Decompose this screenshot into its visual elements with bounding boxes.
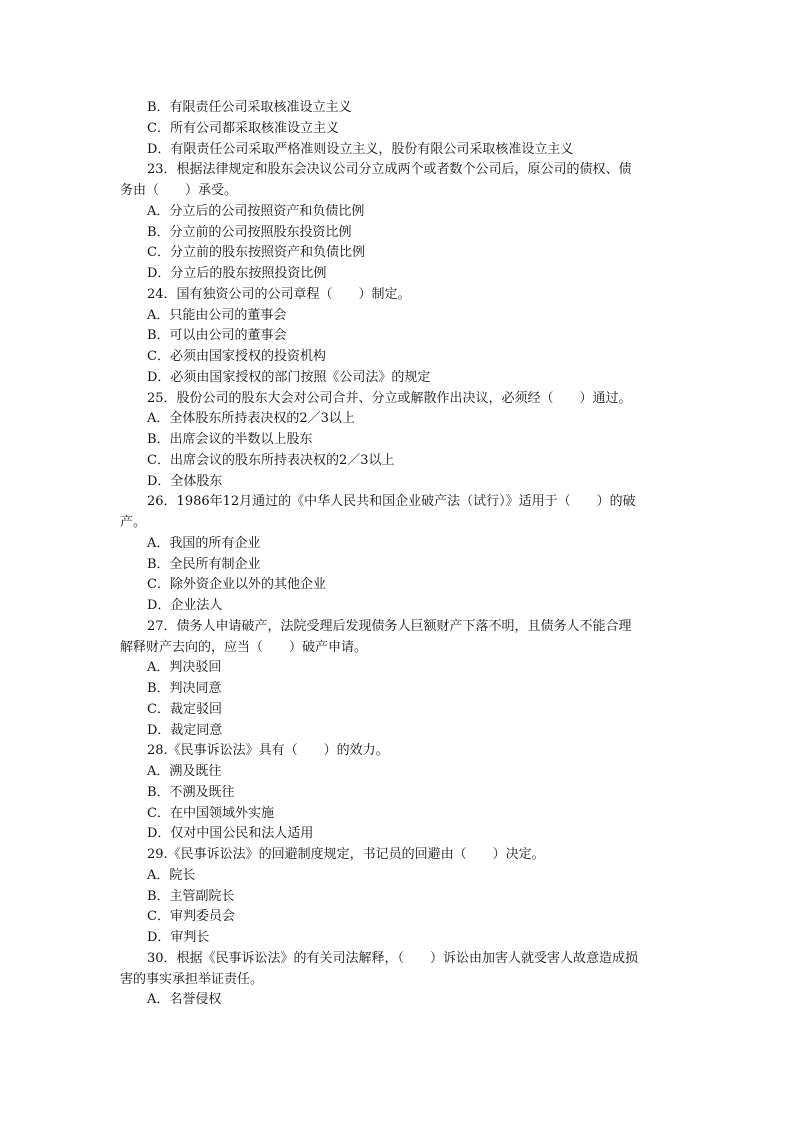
answer-option: B．可以由公司的董事会 bbox=[147, 328, 287, 344]
answer-option: B．不溯及既往 bbox=[147, 784, 235, 800]
answer-option: C．审判委员会 bbox=[147, 909, 235, 925]
answer-option: C．除外资企业以外的其他企业 bbox=[147, 577, 326, 593]
question-text: 28.《民事诉讼法》具有（ ）的效力。 bbox=[147, 743, 389, 759]
answer-option: D．有限责任公司采取严格准则设立主义，股份有限公司采取核准设立主义 bbox=[147, 141, 574, 157]
answer-option: B．有限责任公司采取核准设立主义 bbox=[147, 100, 352, 115]
answer-option: C．出席会议的股东所持表决权的2／3以上 bbox=[147, 452, 395, 468]
answer-option: A．院长 bbox=[147, 867, 196, 883]
answer-option: B．出席会议的半数以上股东 bbox=[147, 432, 313, 447]
answer-option: C．分立前的股东按照资产和负债比例 bbox=[147, 245, 365, 261]
answer-option: A．判决驳回 bbox=[147, 660, 222, 676]
answer-option: C．所有公司都采取核准设立主义 bbox=[147, 120, 339, 136]
answer-option: B．分立前的公司按照股东投资比例 bbox=[147, 224, 352, 240]
answer-option: D．全体股东 bbox=[147, 473, 223, 489]
answer-option: B．判决同意 bbox=[147, 681, 222, 696]
answer-option: D．企业法人 bbox=[147, 598, 223, 613]
question-text-continued: 解释财产去向的，应当（ ）破产申请。 bbox=[120, 639, 368, 655]
question-text: 24．国有独资公司的公司章程（ ）制定。 bbox=[147, 286, 411, 302]
answer-option: C．在中国领域外实施 bbox=[147, 805, 274, 821]
answer-option: A．全体股东所持表决权的2／3以上 bbox=[147, 411, 355, 427]
answer-option: A．溯及既往 bbox=[147, 764, 222, 779]
question-text: 27．债务人申请破产，法院受理后发现债务人巨额财产下落不明，且债务人不能合理 bbox=[147, 618, 632, 634]
answer-option: D．必须由国家授权的部门按照《公司法》的规定 bbox=[147, 369, 431, 385]
answer-option: D．分立后的股东按照投资比例 bbox=[147, 266, 327, 281]
question-text-continued: 务由（ ）承受。 bbox=[120, 183, 238, 198]
answer-option: D．仅对中国公民和法人适用 bbox=[147, 826, 314, 842]
answer-option: A．分立后的公司按照资产和负债比例 bbox=[147, 203, 365, 219]
answer-option: B．主管副院长 bbox=[147, 888, 235, 904]
question-text: 30．根据《民事诉讼法》的有关司法解释，（ ）诉讼由加害人就受害人故意造成损 bbox=[147, 950, 639, 966]
answer-option: D．审判长 bbox=[147, 930, 210, 945]
answer-option: A．我国的所有企业 bbox=[147, 535, 261, 551]
answer-option: B．全民所有制企业 bbox=[147, 556, 261, 572]
answer-option: A．只能由公司的董事会 bbox=[147, 307, 287, 323]
question-text: 26．1986年12月通过的《中华人民共和国企业破产法（试行）》适用于（ ）的破 bbox=[147, 494, 636, 510]
question-text: 23．根据法律规定和股东会决议公司分立成两个或者数个公司后，原公司的债权、债 bbox=[147, 162, 632, 178]
answer-option: C．裁定驳回 bbox=[147, 701, 222, 717]
question-text-continued: 害的事实承担举证责任。 bbox=[120, 971, 264, 987]
question-text: 29.《民事诉讼法》的回避制度规定，书记员的回避由（ ）决定。 bbox=[147, 847, 545, 862]
question-text-continued: 产。 bbox=[120, 515, 147, 530]
answer-option: C．必须由国家授权的投资机构 bbox=[147, 349, 326, 364]
answer-option: A．名誉侵权 bbox=[147, 992, 222, 1008]
answer-option: D．裁定同意 bbox=[147, 722, 223, 738]
question-text: 25．股份公司的股东大会对公司合并、分立或解散作出决议，必须经（ ）通过。 bbox=[147, 390, 632, 406]
